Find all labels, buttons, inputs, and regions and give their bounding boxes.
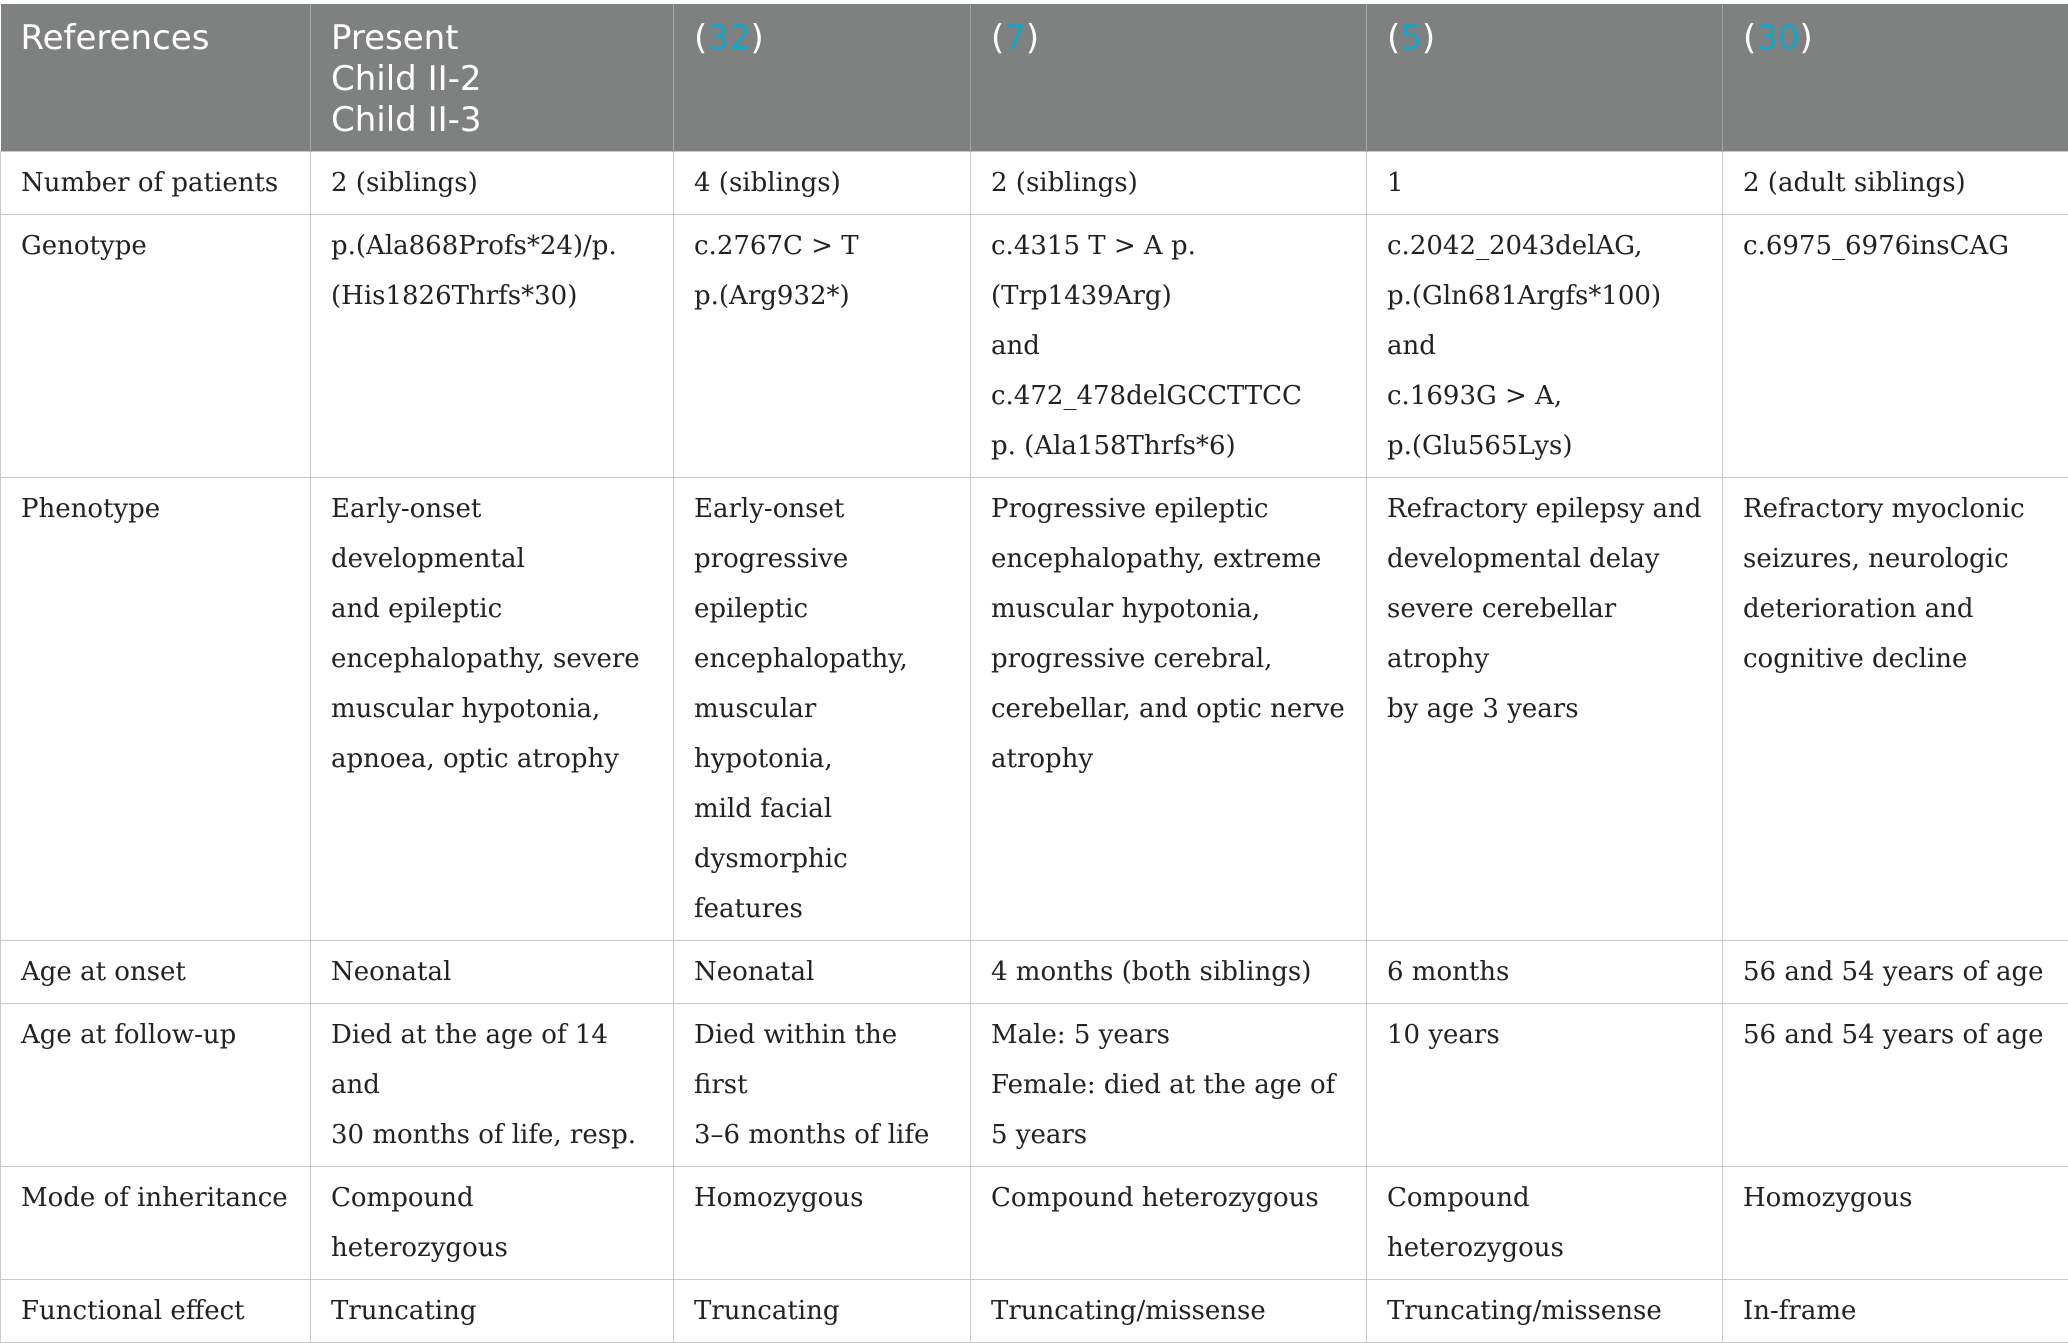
cell-present: Early-onset developmental and epileptic encephalopathy, severe muscular hypotonia, apnoea, optic atrophy [311,478,674,941]
cell-ref-30: 56 and 54 years of age [1723,941,2068,1004]
cell-ref-32: 4 (siblings) [674,152,971,215]
cell-present: p.(Ala868Profs*24)/p. (His1826Thrfs*30) [311,215,674,478]
cell-ref-5: Refractory epilepsy and developmental delay severe cerebellar atrophy by age 3 years [1367,478,1723,941]
cell-ref-5: 6 months [1367,941,1723,1004]
row-phenotype [1,478,2068,941]
cell-ref-32: c.2767C > T p.(Arg932*) [674,215,971,478]
row-age-at-follow-up [1,1004,2068,1167]
cell-ref-30: Homozygous [1723,1167,2068,1280]
cell-ref-30: In-frame [1723,1280,2068,1343]
cell-ref-30: Refractory myoclonic seizures, neurologic deterioration and cognitive decline [1723,478,2068,941]
row-label: Age at onset [1,941,311,1004]
header-ref-32: (32) [674,4,971,152]
header-present-line: Child II-3 [331,100,653,141]
row-number-of-patients [1,152,2068,215]
cell-ref-7: 4 months (both siblings) [971,941,1367,1004]
cell-ref-5: 10 years [1367,1004,1723,1167]
row-label: Functional effect [1,1280,311,1343]
cell-ref-5: 1 [1367,152,1723,215]
header-ref-5: (5) [1367,4,1723,152]
citation-link-5[interactable]: 5 [1400,18,1422,58]
row-functional-effect [1,1280,2068,1343]
citation-link-30[interactable]: 30 [1756,18,1799,58]
row-age-at-onset [1,941,2068,1004]
cell-present: 2 (siblings) [311,152,674,215]
row-label: Number of patients [1,152,311,215]
row-label: Age at follow-up [1,1004,311,1167]
cell-ref-5: c.2042_2043delAG, p.(Gln681Argfs*100) and c.1693G > A, p.(Glu565Lys) [1367,215,1723,478]
cell-ref-5: Truncating/missense [1367,1280,1723,1343]
header-row [1,4,2068,152]
header-ref-30: (30) [1723,4,2068,152]
row-label: Mode of inheritance [1,1167,311,1280]
cell-ref-32: Homozygous [674,1167,971,1280]
header-present-line: Child II-2 [331,59,653,100]
cell-ref-7: Progressive epileptic encephalopathy, extreme muscular hypotonia, progressive cerebral, cerebellar, and optic nerve atrophy [971,478,1367,941]
citation-link-7[interactable]: 7 [1004,18,1026,58]
cell-ref-30: c.6975_6976insCAG [1723,215,2068,478]
cell-ref-32: Early-onset progressive epileptic encephalopathy, muscular hypotonia, mild facial dysmorphic features [674,478,971,941]
cell-ref-32: Neonatal [674,941,971,1004]
cell-present: Truncating [311,1280,674,1343]
cell-ref-7: c.4315 T > A p.(Trp1439Arg) and c.472_478delGCCTTCC p. (Ala158Thrfs*6) [971,215,1367,478]
header-ref-7: (7) [971,4,1367,152]
row-genotype [1,215,2068,478]
cell-ref-32: Died within the first 3–6 months of life [674,1004,971,1167]
cell-ref-7: Compound heterozygous [971,1167,1367,1280]
cell-ref-7: 2 (siblings) [971,152,1367,215]
cell-ref-7: Male: 5 years Female: died at the age of 5 years [971,1004,1367,1167]
header-present [311,4,674,152]
cell-ref-32: Truncating [674,1280,971,1343]
comparison-table [0,4,2068,1343]
cell-present: Neonatal [311,941,674,1004]
row-label: Phenotype [1,478,311,941]
cell-ref-7: Truncating/missense [971,1280,1367,1343]
header-references: References [1,4,311,152]
cell-ref-5: Compound heterozygous [1367,1167,1723,1280]
cell-ref-30: 2 (adult siblings) [1723,152,2068,215]
cell-ref-30: 56 and 54 years of age [1723,1004,2068,1167]
citation-link-32[interactable]: 32 [707,18,750,58]
cell-present: Died at the age of 14 and 30 months of life, resp. [311,1004,674,1167]
row-mode-of-inheritance [1,1167,2068,1280]
header-present-line: Present [331,18,653,59]
row-label: Genotype [1,215,311,478]
cell-present: Compound heterozygous [311,1167,674,1280]
